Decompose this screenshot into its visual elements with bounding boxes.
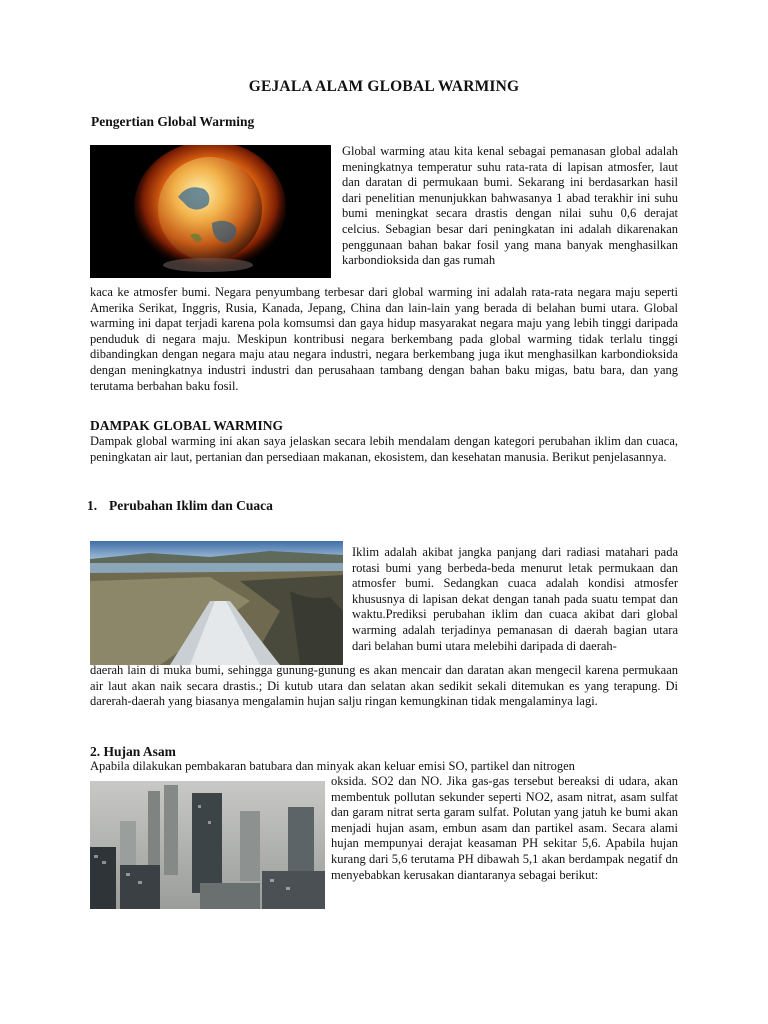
heading-dampak: DAMPAK GLOBAL WARMING <box>90 418 284 433</box>
hujan-top-paragraph: Apabila dilakukan pembakaran batubara dan minyak akan keluar emisi SO, partikel dan nitrogen <box>90 759 575 773</box>
earth-burning-image <box>90 145 331 278</box>
hujan-side-paragraph: oksida. SO2 dan NO. Jika gas-gas tersebut bereaksi di udara, akan membentuk pollutan sekunder seperti NO2, asam nitrat, asam sulfat dan garam nitrat serta garam sulfat. Polutan yang jatuh ke bumi akan menjadi hujan asam, embun asam dan partikel asam. Secara alami hujan mempunyai derajat keasaman PH sekitar 5,6. Apabila hujan kurang dari 5,6 terutama PH dibawah 5,1 akan berdampak negatif dn menyebabkan kerusakan diantaranya sebagai berikut: <box>331 774 678 882</box>
pengertian-full-paragraph: kaca ke atmosfer bumi. Negara penyumbang terbesar dari global warming ini adalah rata-rata negara maju seperti Amerika Serikat, Inggris, Rusia, Kanada, Jepang, China dan lain-lain yang berada di belahan bumi utara. Global warming ini dapat terjadi karena pola komsumsi dan gaya hidup masyarakat negara maju yang lebih tinggi daripada penduduk di negara maju. Meskipun kontribusi negara berkembang pada global warming tidak terlalu tinggi dibandingkan dengan negara maju atau negara industri, negara berkembang juga ikut menghasilkan karbondioksida dengan meningkatnya industri industri dan perusahaan tambang dengan bahan baku migas, batu bara, dan yang terutama berbahan baku fosil. <box>90 285 678 393</box>
smog-city-image <box>90 781 325 909</box>
heading-iklim <box>87 498 273 514</box>
heading-iklim-text: Perubahan Iklim dan Cuaca <box>109 498 273 513</box>
heading-iklim-number: 1. <box>87 498 98 513</box>
heading-pengertian: Pengertian Global Warming <box>91 114 255 129</box>
heading-hujan-asam: 2. Hujan Asam <box>90 744 176 759</box>
landscape-illustration <box>90 541 343 665</box>
iklim-side-paragraph: Iklim adalah akibat jangka panjang dari radiasi matahari pada rotasi bumi yang berbeda-beda menurut letak permukaan dan atmosfer bumi. Sedangkan cuaca adalah kondisi atmosfer khususnya di lapisan dekat dengan tanah pada suatu tempat dan waktu.Prediksi perubahan iklim dan cuaca akibat dari global warming adalah terjadinya pemanasan di daerah bagian utara dari belahan bumi utara melebihi daripada di daerah- <box>352 545 678 653</box>
document-title: GEJALA ALAM GLOBAL WARMING <box>248 78 520 95</box>
dam-landscape-image <box>90 541 343 665</box>
earth-illustration <box>90 145 331 278</box>
pengertian-side-paragraph: Global warming atau kita kenal sebagai pemanasan global adalah meningkatnya temperatur suhu rata-rata di lapisan atmosfer, laut dan daratan di permukaan bumi. Sekarang ini berdasarkan hasil dari penelitian menunjukkan bahwasanya 1 abad terakhir ini suhu bumi meningkat secara drastis dengan nilai suhu 0,6 derajat celcius. Sebagian besar dari peningkatan ini adalah dikarenakan penggunaan bahan bakar fosil yang mana banyak menghasilkan karbondioksida dan gas rumah <box>342 144 678 268</box>
dampak-paragraph: Dampak global warming ini akan saya jelaskan secara lebih mendalam dengan kategori perubahan iklim dan cuaca, peningkatan air laut, pertanian dan persediaan makanan, ekosistem, dan kesehatan manusia. Berikut penjelasannya. <box>90 434 678 464</box>
smog-city-illustration <box>90 781 325 909</box>
iklim-full-paragraph: daerah lain di muka bumi, sehingga gunung-gunung es akan mencair dan daratan akan mengecil karena permukaan air laut akan naik secara drastis.; Di kutub utara dan selatan akan sedikit sekali ditemukan es yang terapung. Di darerah-daerah yang biasanya mengalamin hujan salju ringan kemungkinan tidak mengalaminya lagi. <box>90 663 678 709</box>
